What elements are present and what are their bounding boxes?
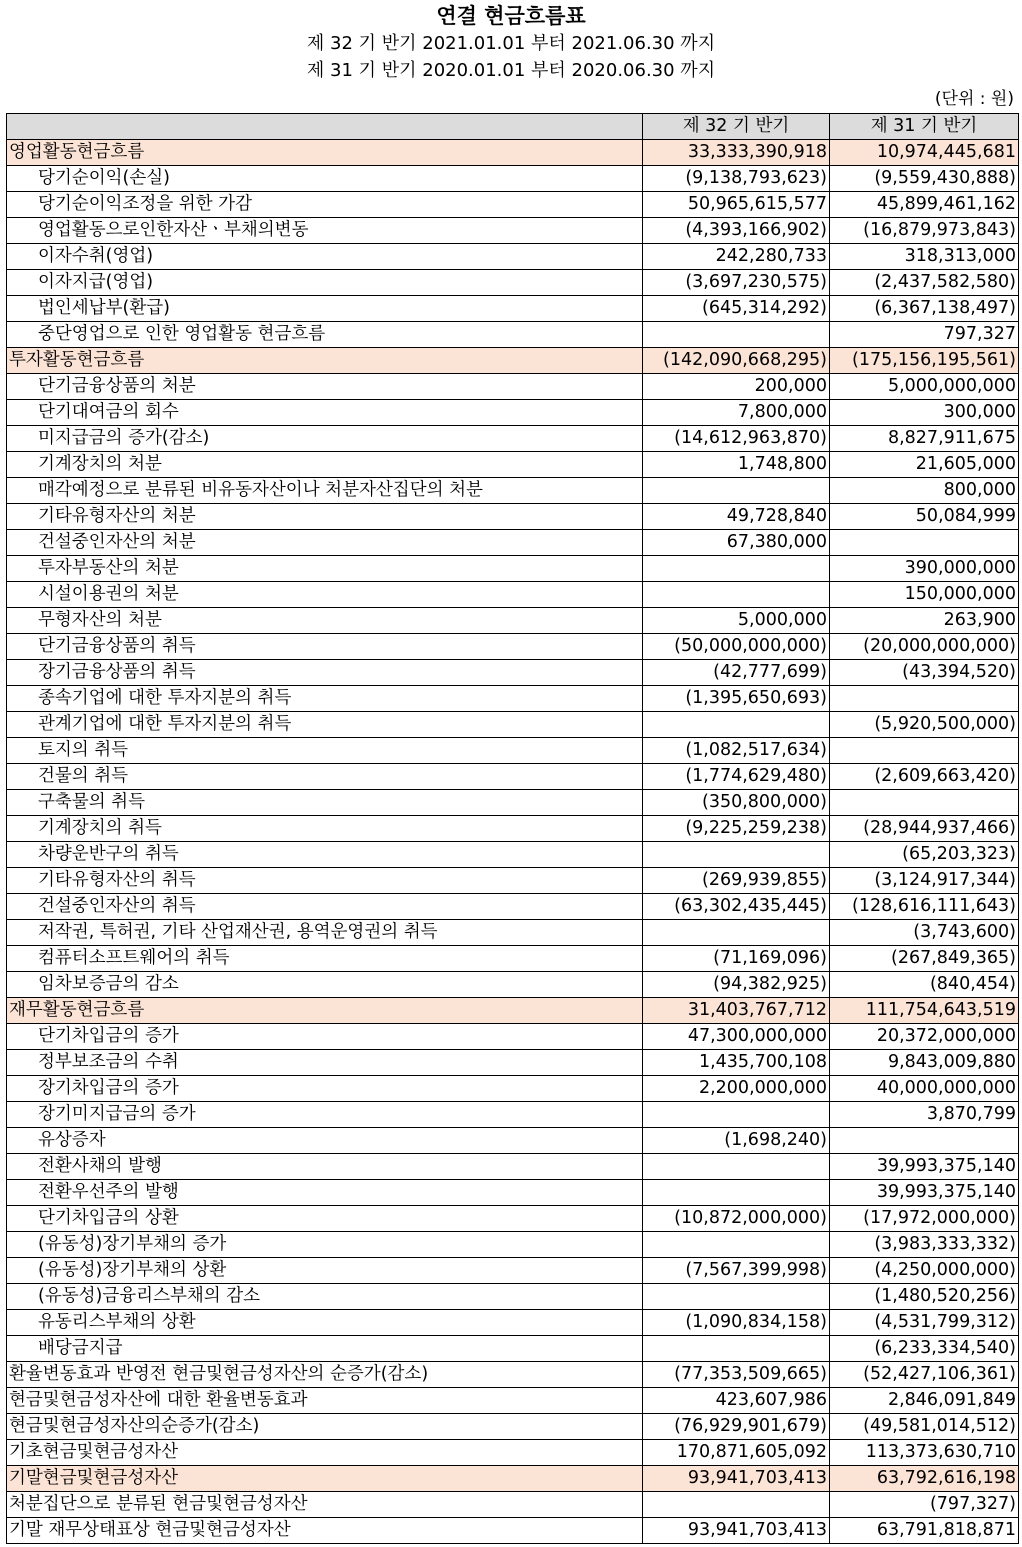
value-prior: 318,313,000 xyxy=(830,244,1019,270)
table-row xyxy=(7,218,1019,244)
value-current xyxy=(643,1232,830,1258)
value-prior xyxy=(830,530,1019,556)
period-current: 제 32 기 반기 2021.01.01 부터 2021.06.30 까지 xyxy=(306,33,716,54)
value-prior: (175,156,195,561) xyxy=(830,348,1019,374)
value-current: 1,435,700,108 xyxy=(643,1050,830,1076)
column-header-prior: 제 31 기 반기 xyxy=(830,114,1019,140)
row-label: 기초현금및현금성자산 xyxy=(7,1440,643,1466)
value-prior: (3,983,333,332) xyxy=(830,1232,1019,1258)
value-prior: 8,827,911,675 xyxy=(830,426,1019,452)
table-row xyxy=(7,1336,1019,1362)
value-prior: (4,250,000,000) xyxy=(830,1258,1019,1284)
report-header xyxy=(0,0,1022,112)
value-prior: 39,993,375,140 xyxy=(830,1180,1019,1206)
value-current xyxy=(643,322,830,348)
value-prior: 3,870,799 xyxy=(830,1102,1019,1128)
value-prior: 263,900 xyxy=(830,608,1019,634)
column-header-current: 제 32 기 반기 xyxy=(643,114,830,140)
value-current: 33,333,390,918 xyxy=(643,140,830,166)
value-prior: 2,846,091,849 xyxy=(830,1388,1019,1414)
table-row xyxy=(7,634,1019,660)
value-current: 50,965,615,577 xyxy=(643,192,830,218)
row-label: 처분집단으로 분류된 현금및현금성자산 xyxy=(7,1492,643,1518)
value-current: 170,871,605,092 xyxy=(643,1440,830,1466)
value-prior: (6,367,138,497) xyxy=(830,296,1019,322)
value-current: 67,380,000 xyxy=(643,530,830,556)
value-current: 49,728,840 xyxy=(643,504,830,530)
table-row xyxy=(7,400,1019,426)
row-label: 유동리스부채의 상환 xyxy=(7,1310,643,1336)
row-label: 전환우선주의 발행 xyxy=(7,1180,643,1206)
value-current: (1,395,650,693) xyxy=(643,686,830,712)
row-label: 기말 재무상태표상 현금및현금성자산 xyxy=(7,1518,643,1544)
row-label: 재무활동현금흐름 xyxy=(7,998,643,1024)
row-label: 법인세납부(환급) xyxy=(7,296,643,322)
row-label: 당기순이익(손실) xyxy=(7,166,643,192)
value-prior: 390,000,000 xyxy=(830,556,1019,582)
value-prior: 150,000,000 xyxy=(830,582,1019,608)
table-row xyxy=(7,192,1019,218)
row-label: 기계장치의 취득 xyxy=(7,816,643,842)
table-row xyxy=(7,764,1019,790)
column-header-label xyxy=(7,114,643,140)
value-prior: (797,327) xyxy=(830,1492,1019,1518)
value-current: (94,382,925) xyxy=(643,972,830,998)
value-prior: (4,531,799,312) xyxy=(830,1310,1019,1336)
value-prior: (1,480,520,256) xyxy=(830,1284,1019,1310)
value-prior: (20,000,000,000) xyxy=(830,634,1019,660)
value-prior: (52,427,106,361) xyxy=(830,1362,1019,1388)
table-row xyxy=(7,374,1019,400)
value-prior: 10,974,445,681 xyxy=(830,140,1019,166)
row-label: 컴퓨터소프트웨어의 취득 xyxy=(7,946,643,972)
row-label: 현금및현금성자산에 대한 환율변동효과 xyxy=(7,1388,643,1414)
value-prior: (2,437,582,580) xyxy=(830,270,1019,296)
value-current xyxy=(643,556,830,582)
row-label: 환율변동효과 반영전 현금및현금성자산의 순증가(감소) xyxy=(7,1362,643,1388)
value-current: (63,302,435,445) xyxy=(643,894,830,920)
value-current xyxy=(643,712,830,738)
row-label: 투자부동산의 처분 xyxy=(7,556,643,582)
value-prior: (2,609,663,420) xyxy=(830,764,1019,790)
row-label: 단기차입금의 상환 xyxy=(7,1206,643,1232)
table-row xyxy=(7,972,1019,998)
table-row xyxy=(7,868,1019,894)
table-row xyxy=(7,1310,1019,1336)
row-label: 무형자산의 처분 xyxy=(7,608,643,634)
value-prior: (3,124,917,344) xyxy=(830,868,1019,894)
column-header-row xyxy=(7,114,1019,140)
value-current xyxy=(643,1336,830,1362)
row-label: 정부보조금의 수취 xyxy=(7,1050,643,1076)
table-row xyxy=(7,322,1019,348)
row-label: 이자지급(영업) xyxy=(7,270,643,296)
value-current: (9,225,259,238) xyxy=(643,816,830,842)
table-row xyxy=(7,452,1019,478)
value-prior: (28,944,937,466) xyxy=(830,816,1019,842)
row-label: 저작권, 특허권, 기타 산업재산권, 용역운영권의 취득 xyxy=(7,920,643,946)
value-current: 31,403,767,712 xyxy=(643,998,830,1024)
value-current xyxy=(643,1284,830,1310)
row-label: 당기순이익조정을 위한 가감 xyxy=(7,192,643,218)
table-row xyxy=(7,1206,1019,1232)
table-row xyxy=(7,1024,1019,1050)
table-row xyxy=(7,1050,1019,1076)
value-current: (14,612,963,870) xyxy=(643,426,830,452)
table-row xyxy=(7,1076,1019,1102)
value-current: (645,314,292) xyxy=(643,296,830,322)
row-label: 임차보증금의 감소 xyxy=(7,972,643,998)
section-row xyxy=(7,998,1019,1024)
value-current: (1,082,517,634) xyxy=(643,738,830,764)
value-prior: 45,899,461,162 xyxy=(830,192,1019,218)
row-label: 현금및현금성자산의순증가(감소) xyxy=(7,1414,643,1440)
value-current: 242,280,733 xyxy=(643,244,830,270)
value-current: (77,353,509,665) xyxy=(643,1362,830,1388)
cash-flow-table xyxy=(6,113,1019,1544)
row-label: 영업활동으로인한자산ㆍ부채의변동 xyxy=(7,218,643,244)
table-row xyxy=(7,1128,1019,1154)
table-row xyxy=(7,738,1019,764)
table-row xyxy=(7,426,1019,452)
value-prior: (3,743,600) xyxy=(830,920,1019,946)
table-row xyxy=(7,1284,1019,1310)
value-prior: (6,233,334,540) xyxy=(830,1336,1019,1362)
row-label: (유동성)금융리스부채의 감소 xyxy=(7,1284,643,1310)
value-prior xyxy=(830,790,1019,816)
table-row xyxy=(7,504,1019,530)
value-prior: 63,792,616,198 xyxy=(830,1466,1019,1492)
value-prior: 21,605,000 xyxy=(830,452,1019,478)
value-prior: 9,843,009,880 xyxy=(830,1050,1019,1076)
value-current: (10,872,000,000) xyxy=(643,1206,830,1232)
table-row xyxy=(7,920,1019,946)
value-prior: 39,993,375,140 xyxy=(830,1154,1019,1180)
value-current: (9,138,793,623) xyxy=(643,166,830,192)
value-current: 93,941,703,413 xyxy=(643,1466,830,1492)
row-label: 이자수취(영업) xyxy=(7,244,643,270)
value-prior: (9,559,430,888) xyxy=(830,166,1019,192)
value-current xyxy=(643,1180,830,1206)
table-row xyxy=(7,1180,1019,1206)
table-row xyxy=(7,1492,1019,1518)
value-prior: 797,327 xyxy=(830,322,1019,348)
value-prior: (43,394,520) xyxy=(830,660,1019,686)
report-title: 연결 현금흐름표 xyxy=(436,4,586,28)
row-label: 기타유형자산의 취득 xyxy=(7,868,643,894)
value-prior: (5,920,500,000) xyxy=(830,712,1019,738)
value-current: (1,090,834,158) xyxy=(643,1310,830,1336)
value-current: (71,169,096) xyxy=(643,946,830,972)
row-label: 단기차입금의 증가 xyxy=(7,1024,643,1050)
table-row xyxy=(7,1232,1019,1258)
value-current: (4,393,166,902) xyxy=(643,218,830,244)
table-row xyxy=(7,1258,1019,1284)
row-label: 건설중인자산의 취득 xyxy=(7,894,643,920)
row-label: 구축물의 취득 xyxy=(7,790,643,816)
value-prior xyxy=(830,1128,1019,1154)
row-label: 종속기업에 대한 투자지분의 취득 xyxy=(7,686,643,712)
value-prior: 63,791,818,871 xyxy=(830,1518,1019,1544)
table-row xyxy=(7,1154,1019,1180)
value-current: 1,748,800 xyxy=(643,452,830,478)
unit-label: (단위 : 원) xyxy=(934,89,1014,109)
value-prior: 50,084,999 xyxy=(830,504,1019,530)
table-row xyxy=(7,270,1019,296)
section-row xyxy=(7,348,1019,374)
row-label: 시설이용권의 처분 xyxy=(7,582,643,608)
value-current: 5,000,000 xyxy=(643,608,830,634)
value-current xyxy=(643,1102,830,1128)
row-label: 미지급금의 증가(감소) xyxy=(7,426,643,452)
value-prior xyxy=(830,738,1019,764)
table-row xyxy=(7,608,1019,634)
value-prior: 5,000,000,000 xyxy=(830,374,1019,400)
value-prior: 111,754,643,519 xyxy=(830,998,1019,1024)
table-row xyxy=(7,1518,1019,1544)
row-label: 단기대여금의 회수 xyxy=(7,400,643,426)
value-current: 423,607,986 xyxy=(643,1388,830,1414)
value-current: 93,941,703,413 xyxy=(643,1518,830,1544)
table-row xyxy=(7,1414,1019,1440)
value-current xyxy=(643,920,830,946)
row-label: 장기차입금의 증가 xyxy=(7,1076,643,1102)
table-row xyxy=(7,530,1019,556)
table-row xyxy=(7,1362,1019,1388)
row-label: 관계기업에 대한 투자지분의 취득 xyxy=(7,712,643,738)
table-row xyxy=(7,946,1019,972)
value-current xyxy=(643,1154,830,1180)
row-label: 배당금지급 xyxy=(7,1336,643,1362)
value-prior: (49,581,014,512) xyxy=(830,1414,1019,1440)
row-label: 기타유형자산의 처분 xyxy=(7,504,643,530)
table-row xyxy=(7,556,1019,582)
row-label: 기말현금및현금성자산 xyxy=(7,1466,643,1492)
value-current xyxy=(643,1492,830,1518)
table-row xyxy=(7,1102,1019,1128)
value-current: (42,777,699) xyxy=(643,660,830,686)
row-label: 매각예정으로 분류된 비유동자산이나 처분자산집단의 처분 xyxy=(7,478,643,504)
table-row xyxy=(7,1440,1019,1466)
table-row xyxy=(7,790,1019,816)
value-current: (7,567,399,998) xyxy=(643,1258,830,1284)
value-current xyxy=(643,842,830,868)
value-current: 47,300,000,000 xyxy=(643,1024,830,1050)
value-prior: (840,454) xyxy=(830,972,1019,998)
value-current: (3,697,230,575) xyxy=(643,270,830,296)
row-label: 단기금융상품의 처분 xyxy=(7,374,643,400)
row-label: (유동성)장기부채의 증가 xyxy=(7,1232,643,1258)
value-current: (1,698,240) xyxy=(643,1128,830,1154)
value-prior: 40,000,000,000 xyxy=(830,1076,1019,1102)
value-current: 7,800,000 xyxy=(643,400,830,426)
value-current: (269,939,855) xyxy=(643,868,830,894)
value-current: (350,800,000) xyxy=(643,790,830,816)
table-row xyxy=(7,244,1019,270)
table-row xyxy=(7,894,1019,920)
value-current xyxy=(643,478,830,504)
section-row xyxy=(7,1466,1019,1492)
table-row xyxy=(7,842,1019,868)
table-row xyxy=(7,712,1019,738)
value-prior: 300,000 xyxy=(830,400,1019,426)
table-row xyxy=(7,686,1019,712)
row-label: 전환사채의 발행 xyxy=(7,1154,643,1180)
value-prior: (128,616,111,643) xyxy=(830,894,1019,920)
table-row xyxy=(7,1388,1019,1414)
value-prior: 20,372,000,000 xyxy=(830,1024,1019,1050)
value-prior: (17,972,000,000) xyxy=(830,1206,1019,1232)
row-label: 유상증자 xyxy=(7,1128,643,1154)
table-row xyxy=(7,660,1019,686)
row-label: 영업활동현금흐름 xyxy=(7,140,643,166)
value-prior xyxy=(830,686,1019,712)
period-prior: 제 31 기 반기 2020.01.01 부터 2020.06.30 까지 xyxy=(306,60,716,81)
row-label: 토지의 취득 xyxy=(7,738,643,764)
value-prior: 113,373,630,710 xyxy=(830,1440,1019,1466)
row-label: 건설중인자산의 처분 xyxy=(7,530,643,556)
value-prior: (16,879,973,843) xyxy=(830,218,1019,244)
value-prior: (267,849,365) xyxy=(830,946,1019,972)
row-label: 건물의 취득 xyxy=(7,764,643,790)
row-label: 단기금융상품의 취득 xyxy=(7,634,643,660)
value-current xyxy=(643,582,830,608)
table-row xyxy=(7,296,1019,322)
table-row xyxy=(7,478,1019,504)
value-current: (76,929,901,679) xyxy=(643,1414,830,1440)
value-current: (142,090,668,295) xyxy=(643,348,830,374)
row-label: 차량운반구의 취득 xyxy=(7,842,643,868)
row-label: 장기미지급금의 증가 xyxy=(7,1102,643,1128)
value-current: 200,000 xyxy=(643,374,830,400)
table-row xyxy=(7,582,1019,608)
value-current: 2,200,000,000 xyxy=(643,1076,830,1102)
value-prior: 800,000 xyxy=(830,478,1019,504)
value-current: (1,774,629,480) xyxy=(643,764,830,790)
row-label: (유동성)장기부채의 상환 xyxy=(7,1258,643,1284)
section-row xyxy=(7,140,1019,166)
row-label: 기계장치의 처분 xyxy=(7,452,643,478)
value-current: (50,000,000,000) xyxy=(643,634,830,660)
row-label: 장기금융상품의 취득 xyxy=(7,660,643,686)
table-row xyxy=(7,816,1019,842)
value-prior: (65,203,323) xyxy=(830,842,1019,868)
row-label: 중단영업으로 인한 영업활동 현금흐름 xyxy=(7,322,643,348)
row-label: 투자활동현금흐름 xyxy=(7,348,643,374)
table-row xyxy=(7,166,1019,192)
